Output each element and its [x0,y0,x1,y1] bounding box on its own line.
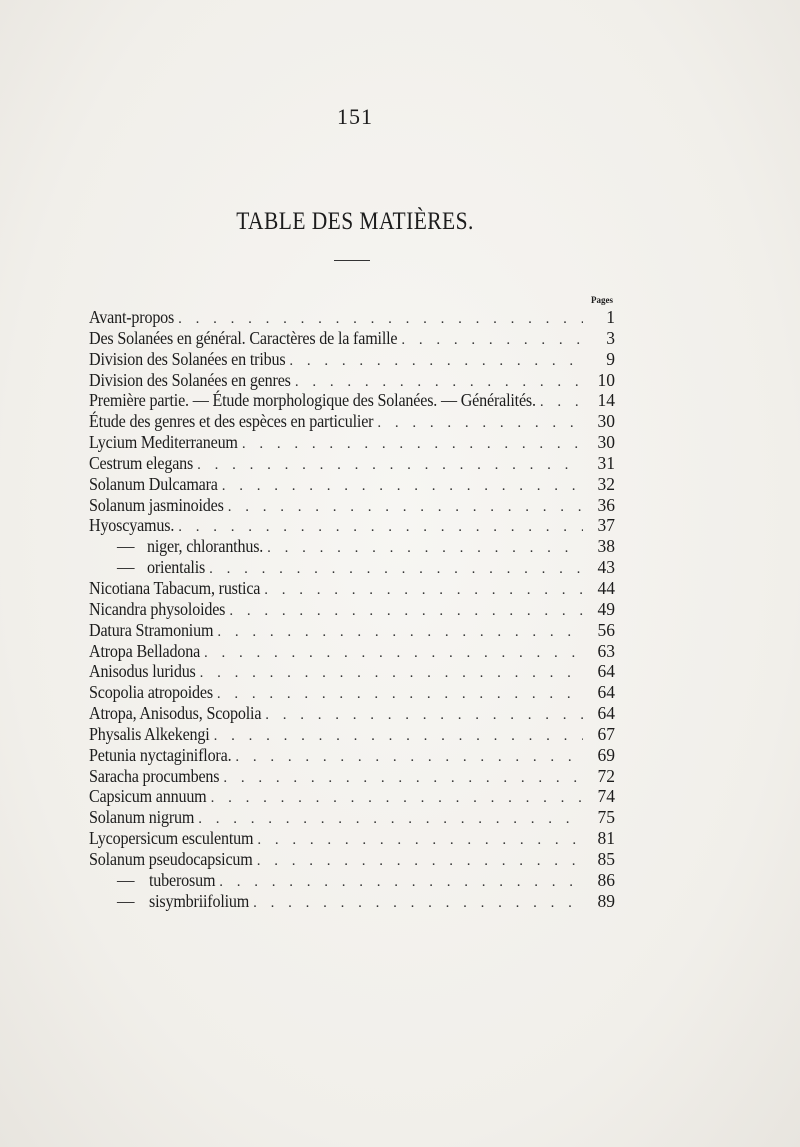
toc-entry [89,370,615,391]
toc-entry-title: Division des Solanées en genres [89,369,291,390]
dot-leader [197,455,583,476]
toc-entry-title: Solanum Dulcamara [89,473,218,494]
toc-entry [89,807,615,828]
dot-leader [214,726,583,747]
page-title: TABLE DES MATIÈRES. [236,208,474,235]
toc-entry-title: Lycopersicum esculentum [89,828,254,849]
toc-entry [89,328,615,349]
toc-entry [89,620,615,641]
dot-leader [289,351,583,372]
toc-entry [89,474,615,495]
toc-entry-page: 85 [597,848,615,869]
toc-entry-title: Solanum jasminoides [89,494,224,515]
toc-entry-title: Des Solanées en général. Caractères de la famille [89,327,398,348]
toc-entry-page: 43 [597,557,615,578]
toc-entry-title: Solanum pseudocapsicum [89,848,253,869]
toc-entry-page: 9 [606,348,615,369]
toc-entry [89,849,615,870]
toc-entry [89,641,615,662]
dot-leader [200,663,583,684]
toc-entry-page: 69 [597,744,615,765]
toc-entry [89,786,615,807]
toc-entry-page: 30 [597,432,615,453]
toc-entry-title: Nicandra physoloides [89,598,226,619]
toc-entry [89,307,615,328]
dot-leader [242,434,583,455]
dot-leader [198,809,583,830]
toc-entry-page: 31 [597,452,615,473]
dot-leader [229,601,583,622]
toc-entry-page: 56 [597,619,615,640]
toc-entry [89,703,615,724]
dot-leader [204,643,583,664]
dot-leader [267,538,583,559]
toc-entry-page: 81 [597,828,615,849]
toc-entry-title: Scopolia atropoides [89,682,213,703]
dot-leader [178,517,583,538]
dot-leader [257,830,583,851]
toc-entry [89,766,615,787]
dot-leader [377,413,583,434]
toc-entry-page: 44 [597,577,615,598]
toc-entry-title: Solanum nigrum [89,807,195,828]
dot-leader [228,497,583,518]
toc-entry-title: Lycium Mediterraneum [89,432,238,453]
dot-leader [178,309,583,330]
ditto-dash: — [117,557,135,578]
toc-entry-page: 14 [597,390,615,411]
toc-entry-page: 89 [597,890,615,911]
dot-leader [235,747,583,768]
toc-entry-page: 1 [606,307,615,327]
toc-entry-title: Première partie. — Étude morphologique des Solanées. — Généralités. [89,390,536,411]
toc-entry-page: 49 [597,598,615,619]
toc-entry-page: 74 [597,786,615,807]
toc-entry-title: Division des Solanées en tribus [89,348,286,369]
toc-entry [89,724,615,745]
dot-leader [211,788,583,809]
toc-entry [89,557,615,578]
toc-entry-title: Étude des genres et des espèces en particulier [89,411,374,432]
toc-entry-page: 3 [606,327,615,348]
ditto-dash: — [117,536,135,557]
toc-entry [89,390,615,411]
toc-entry [89,828,615,849]
toc-entry [89,536,615,557]
toc-entry-page: 32 [597,473,615,494]
toc-entry-page: 75 [597,807,615,828]
table-of-contents [89,307,615,911]
toc-entry-title: Petunia nyctaginiflora. [89,744,232,765]
pages-column-header: Pages [591,295,613,305]
toc-entry-title: Nicotiana Tabacum, rustica [89,577,261,598]
toc-entry [89,870,615,891]
toc-entry-page: 37 [597,515,615,536]
dot-leader [264,580,583,601]
ditto-dash: — [117,890,135,911]
toc-entry [89,682,615,703]
dot-leader [222,476,583,497]
title-divider [334,260,370,261]
dot-leader [540,392,583,413]
dot-leader [219,872,583,893]
dot-leader [217,684,583,705]
toc-entry [89,578,615,599]
toc-entry-title: Cestrum elegans [89,452,194,473]
toc-entry-title: Atropa, Anisodus, Scopolia [89,703,262,724]
toc-entry [89,891,615,912]
toc-entry-title: Physalis Alkekengi [89,723,210,744]
dot-leader [257,851,583,872]
toc-entry [89,453,615,474]
toc-entry [89,495,615,516]
toc-entry [89,599,615,620]
toc-entry [89,349,615,370]
toc-entry-page: 64 [597,703,615,724]
toc-entry-page: 86 [597,869,615,890]
toc-entry-page: 36 [597,494,615,515]
toc-entry-page: 63 [597,640,615,661]
toc-entry-page: 67 [597,723,615,744]
toc-entry [89,515,615,536]
toc-entry-title: niger, chloranthus. [147,536,264,557]
toc-entry-title: Anisodus luridus [89,661,196,682]
toc-entry-title: Avant-propos [89,307,175,327]
toc-entry-title: sisymbriifolium [149,890,250,911]
toc-entry [89,745,615,766]
dot-leader [295,372,583,393]
toc-entry-page: 64 [597,661,615,682]
dot-leader [253,893,583,914]
dot-leader [217,622,583,643]
toc-entry-title: tuberosum [149,869,216,890]
page-number: 151 [337,104,373,129]
toc-entry-title: orientalis [147,557,206,578]
toc-entry-title: Saracha procumbens [89,765,220,786]
toc-entry-title: Hyoscyamus. [89,515,175,536]
toc-entry-title: Datura Stramonium [89,619,214,640]
ditto-dash: — [117,869,135,890]
toc-entry [89,432,615,453]
toc-entry-page: 10 [597,369,615,390]
toc-entry-page: 64 [597,682,615,703]
toc-entry-page: 72 [597,765,615,786]
dot-leader [209,559,583,580]
dot-leader [223,768,583,789]
toc-entry-page: 30 [597,411,615,432]
toc-entry-title: Capsicum annuum [89,786,207,807]
dot-leader [401,330,583,351]
dot-leader [265,705,583,726]
toc-entry [89,661,615,682]
toc-entry [89,411,615,432]
toc-entry-page: 38 [597,536,615,557]
toc-entry-title: Atropa Belladona [89,640,201,661]
